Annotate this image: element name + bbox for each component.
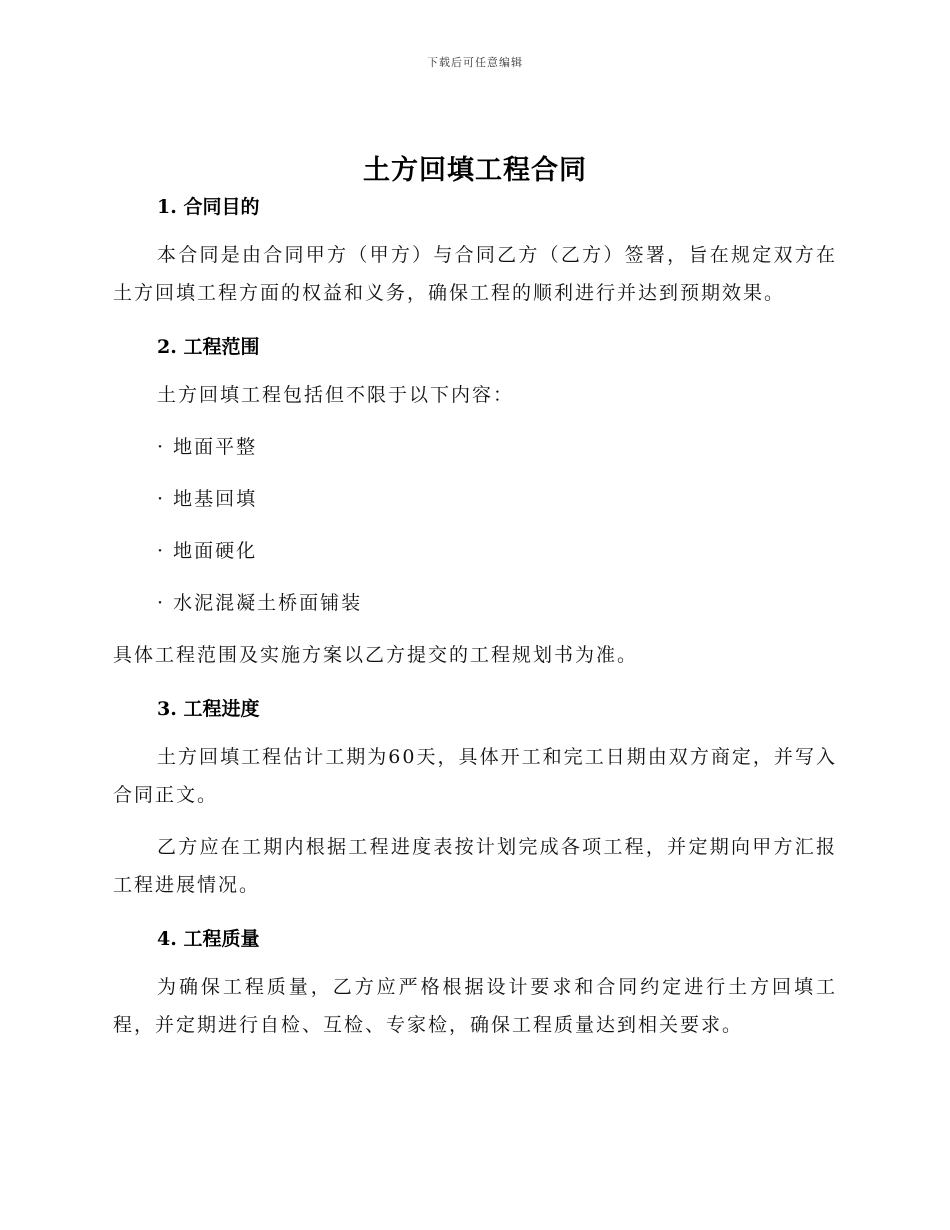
list-item: · 地面硬化	[157, 540, 258, 562]
section-heading: 4. 工程质量	[157, 928, 260, 950]
paragraph: 本合同是由合同甲方（甲方）与合同乙方（乙方）签署，旨在规定双方在土方回填工程方面的权益和义务，确保工程的顺利进行并达到预期效果。	[113, 244, 837, 304]
list-item: · 水泥混凝土桥面铺装	[157, 592, 363, 614]
header-note: 下载后可任意编辑	[427, 56, 523, 69]
paragraph: 具体工程范围及实施方案以乙方提交的工程规划书为准。	[113, 644, 639, 666]
section-quality	[113, 924, 837, 1044]
document-title: 土方回填工程合同	[363, 155, 587, 186]
paragraph: 乙方应在工期内根据工程进度表按计划完成各项工程，并定期向甲方汇报工程进展情况。	[113, 836, 837, 896]
section-purpose	[113, 192, 837, 312]
paragraph: 土方回填工程包括但不限于以下内容：	[157, 384, 515, 406]
section-schedule	[113, 694, 837, 904]
section-heading: 1. 合同目的	[157, 196, 260, 218]
section-heading: 3. 工程进度	[157, 698, 260, 720]
document-body	[113, 192, 837, 1044]
section-scope	[113, 332, 837, 674]
section-heading: 2. 工程范围	[157, 336, 260, 358]
paragraph: 土方回填工程估计工期为60天，具体开工和完工日期由双方商定，并写入合同正文。	[113, 746, 837, 806]
paragraph: 为确保工程质量，乙方应严格根据设计要求和合同约定进行土方回填工程，并定期进行自检、互检、专家检，确保工程质量达到相关要求。	[113, 976, 837, 1036]
list-item: · 地基回填	[157, 488, 258, 510]
list-item: · 地面平整	[157, 436, 258, 458]
